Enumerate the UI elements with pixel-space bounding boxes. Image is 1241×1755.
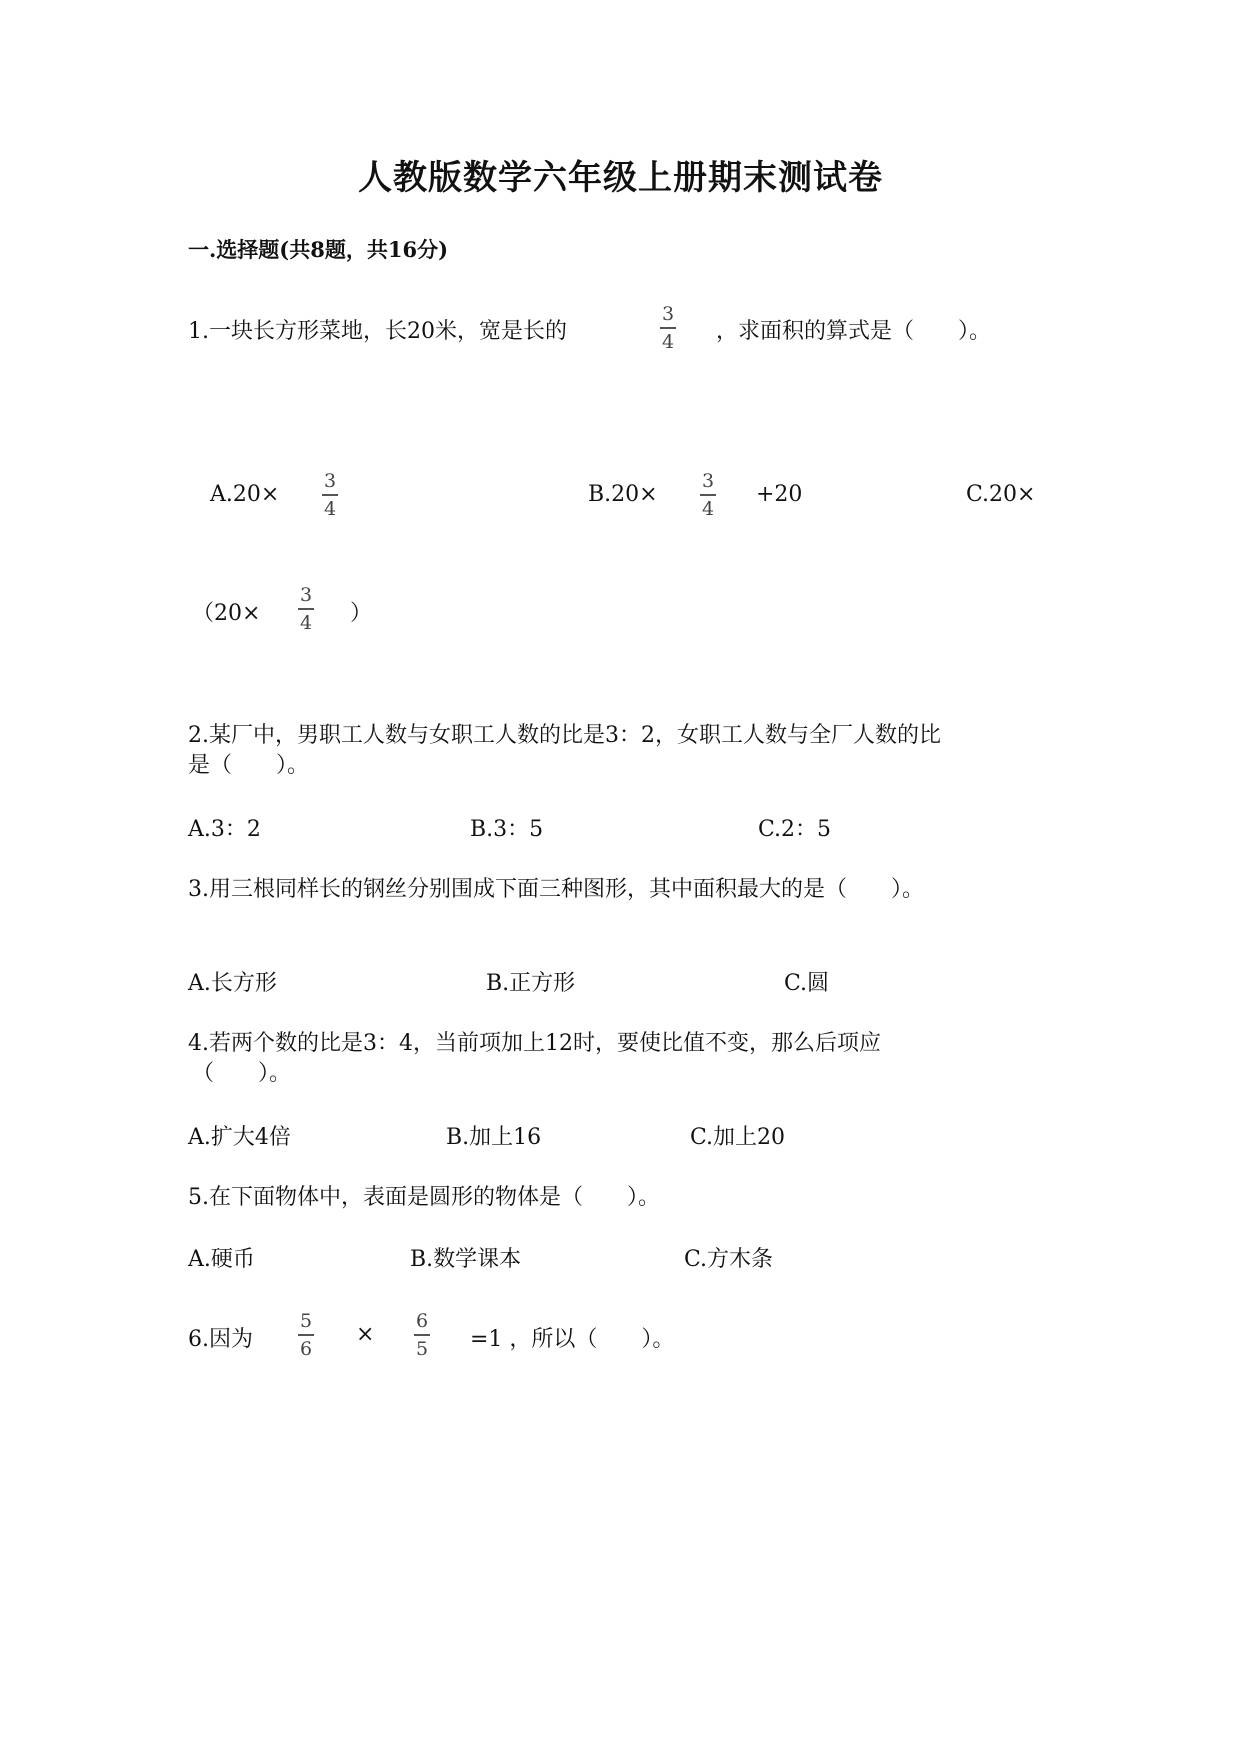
question-1-option-a-fraction: 3 4 — [324, 470, 337, 520]
question-5-option-c[interactable]: C.方木条 — [684, 1247, 774, 1272]
question-5-option-b[interactable]: B.数学课本 — [410, 1247, 522, 1272]
question-4-line-2: （ ）。 — [192, 1061, 292, 1086]
question-3-option-a[interactable]: A.长方形 — [188, 971, 277, 996]
question-4-option-b[interactable]: B.加上16 — [446, 1125, 542, 1150]
question-1-option-c-fraction: 3 4 — [300, 584, 313, 634]
question-1-option-b[interactable]: B.20× — [588, 482, 658, 507]
question-1-option-c[interactable]: C.20× — [966, 482, 1036, 507]
question-2-option-b[interactable]: B.3：5 — [470, 817, 544, 842]
section-heading: 一.选择题(共8题，共16分) — [188, 237, 449, 262]
question-5-option-a[interactable]: A.硬币 — [188, 1247, 255, 1272]
question-2-line-1: 2.某厂中，男职工人数与女职工人数的比是3：2，女职工人数与全厂人数的比 — [188, 723, 941, 748]
question-1-text: 1.一块长方形菜地，长20米，宽是长的 — [188, 319, 567, 344]
question-1-option-b-fraction: 3 4 — [702, 470, 715, 520]
question-6-fraction-1: 5 6 — [300, 1310, 313, 1360]
question-1-option-c-close: ） — [350, 601, 373, 626]
question-4-line-1: 4.若两个数的比是3：4，当前项加上12时，要使比值不变，那么后项应 — [188, 1031, 881, 1056]
question-4-option-c[interactable]: C.加上20 — [690, 1125, 786, 1150]
question-6-suffix: =1 ，所以（ ）。 — [470, 1327, 675, 1352]
question-3-text: 3.用三根同样长的钢丝分别围成下面三种图形，其中面积最大的是（ ）。 — [188, 877, 924, 902]
question-2-option-c[interactable]: C.2：5 — [758, 817, 832, 842]
question-2-line-2: 是（ ）。 — [188, 753, 310, 778]
page-title: 人教版数学六年级上册期末测试卷 — [358, 158, 883, 198]
question-1-option-c-line2: （20× — [192, 601, 261, 626]
question-3-option-c[interactable]: C.圆 — [784, 971, 830, 996]
question-5-text: 5.在下面物体中，表面是圆形的物体是（ ）。 — [188, 1185, 660, 1210]
question-2-option-a[interactable]: A.3：2 — [188, 817, 261, 842]
question-1-fraction: 3 4 — [662, 303, 675, 353]
question-6-times: × — [356, 1322, 375, 1347]
question-1-option-b-suffix: +20 — [756, 482, 803, 507]
question-6-prefix: 6.因为 — [188, 1327, 253, 1352]
question-4-option-a[interactable]: A.扩大4倍 — [188, 1125, 291, 1150]
question-1-text-end: ，求面积的算式是（ ）。 — [716, 319, 992, 344]
question-6-fraction-2: 6 5 — [416, 1310, 429, 1360]
question-3-option-b[interactable]: B.正方形 — [486, 971, 576, 996]
question-1-option-a[interactable]: A.20× — [210, 482, 280, 507]
